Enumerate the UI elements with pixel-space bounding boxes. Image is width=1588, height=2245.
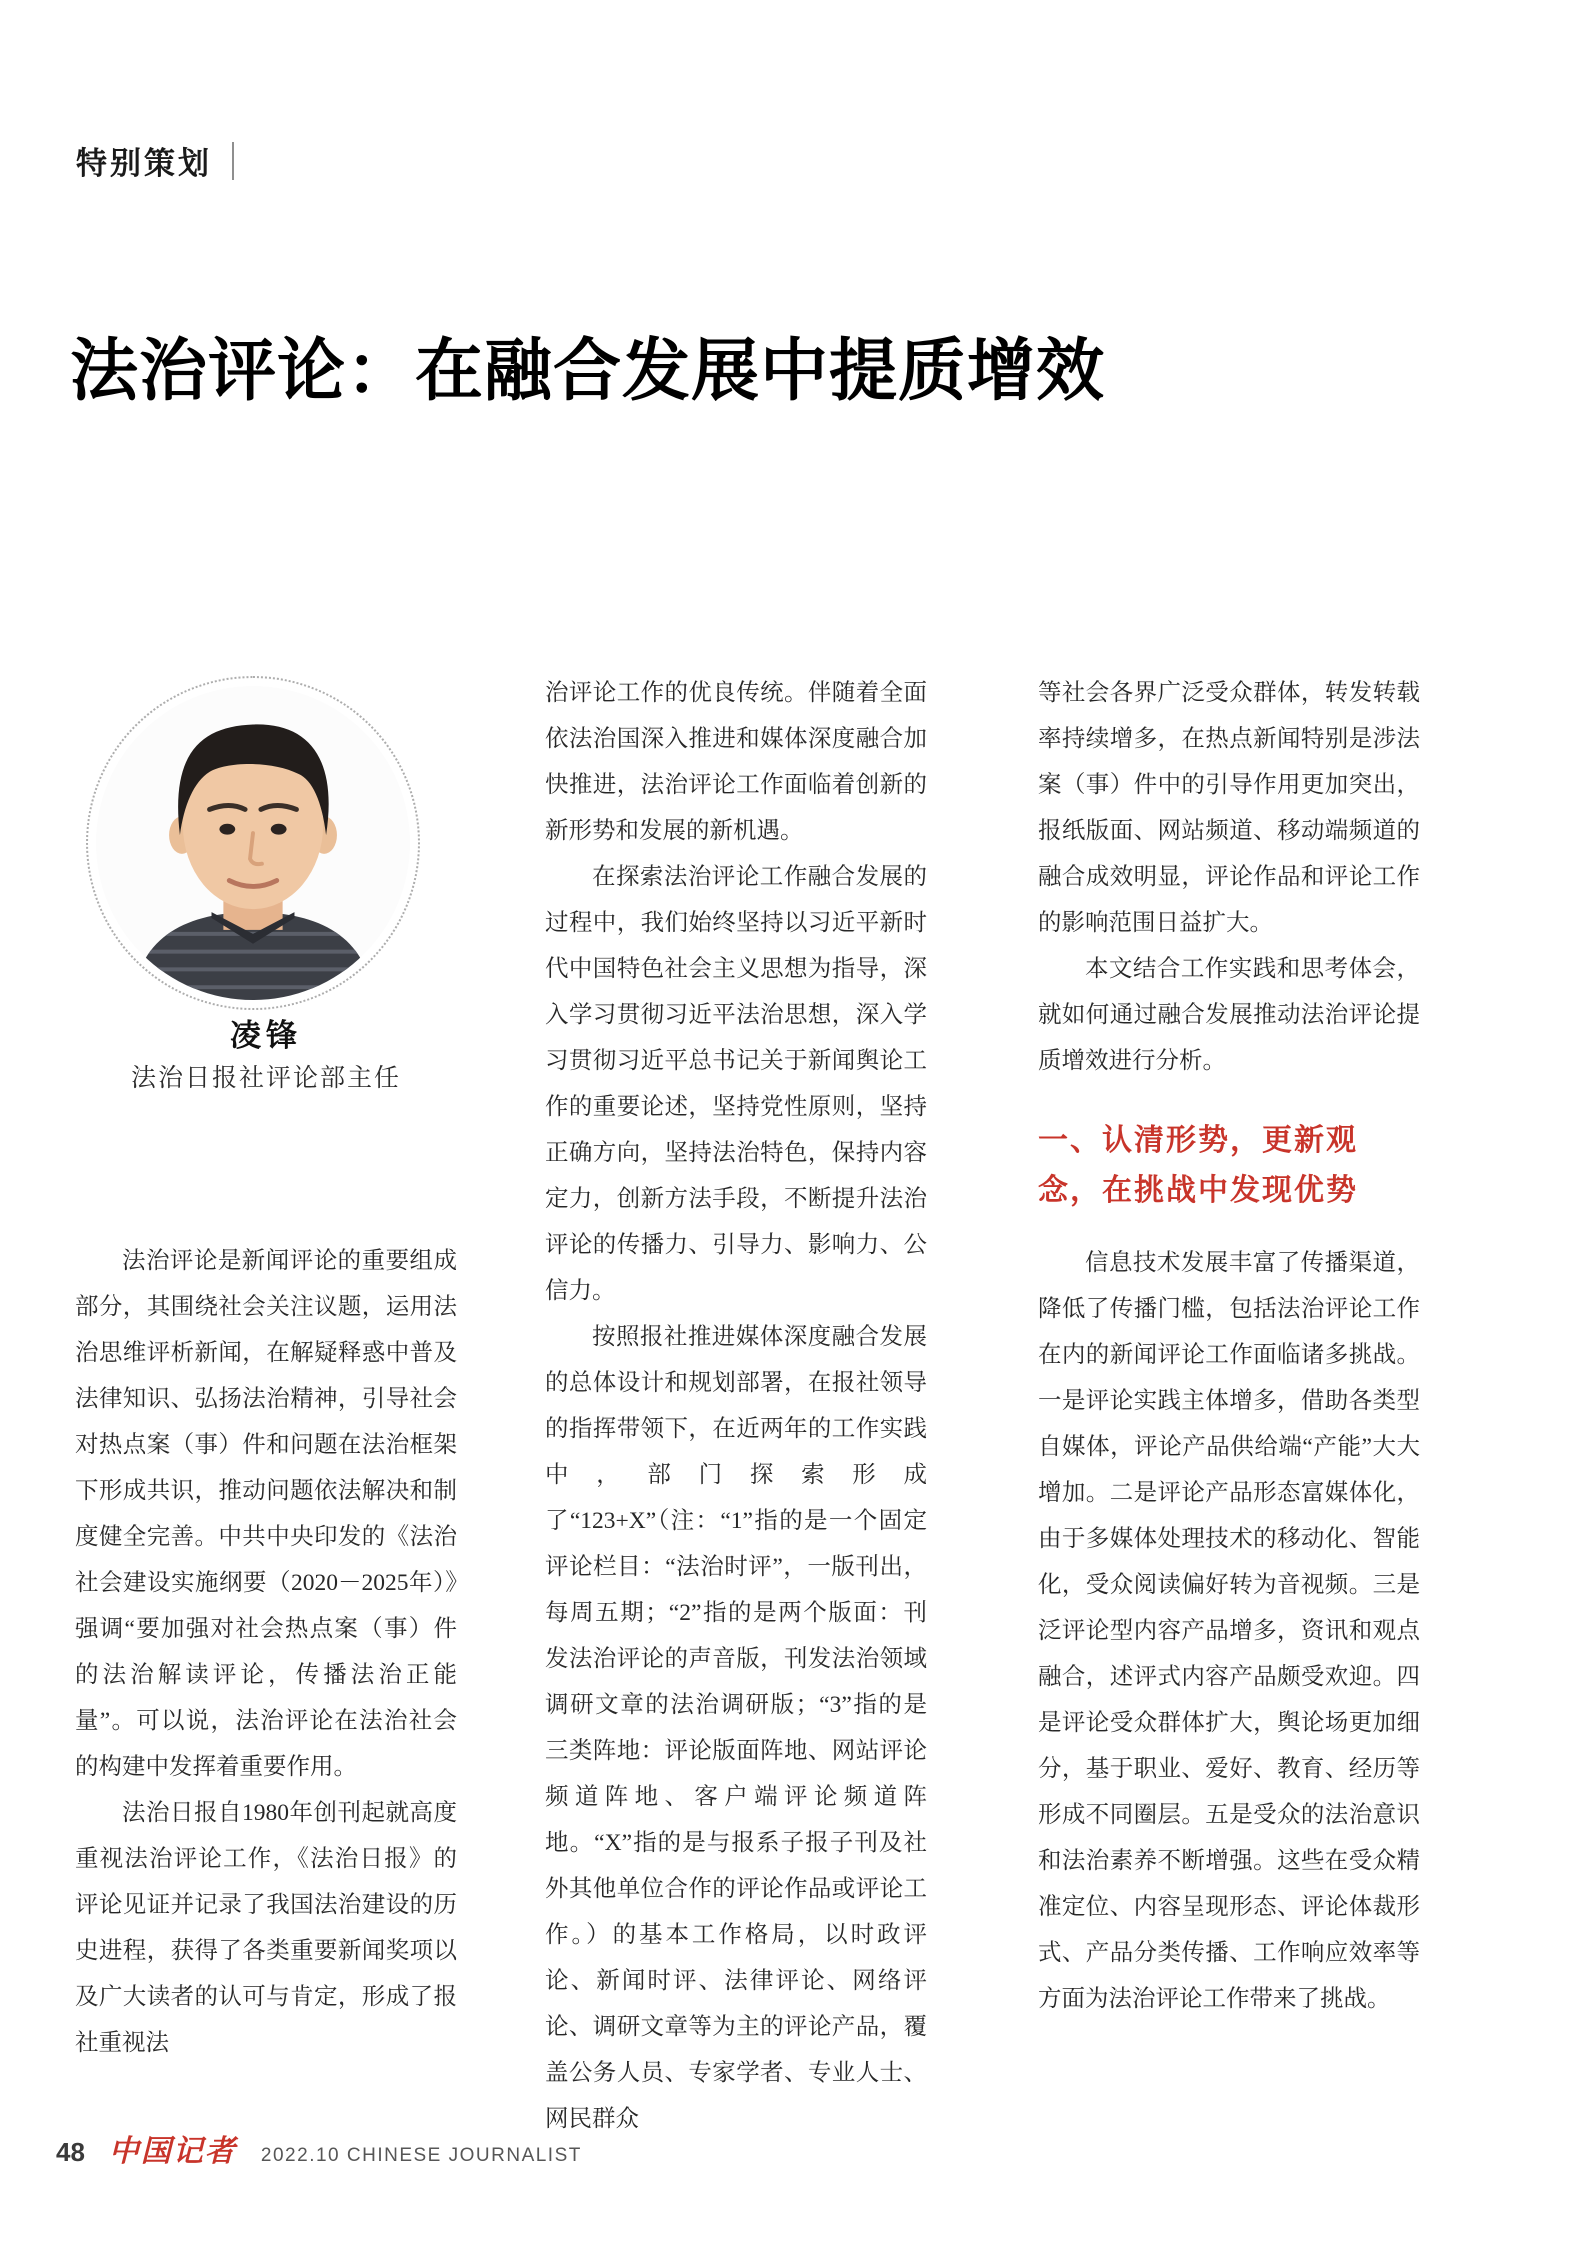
page-number: 48 xyxy=(56,2137,85,2167)
text-column-2 xyxy=(545,670,927,2142)
section-label xyxy=(76,138,234,183)
paragraph: 信息技术发展丰富了传播渠道，降低了传播门槛，包括法治评论工作在内的新闻评论工作面临诸多挑战。一是评论实践主体增多，借助各类型自媒体，评论产品供给端“产能”大大增加。二是评论产品形态富媒体化，由于多媒体处理技术的移动化、智能化，受众阅读偏好转为音视频。三是泛评论型内容产品增多，资讯和观点融合，述评式内容产品颇受欢迎。四是评论受众群体扩大，舆论场更加细分，基于职业、爱好、教育、经历等形成不同圈层。五是受众的法治意识和法治素养不断增强。这些在受众精准定位、内容呈现形态、评论体裁形式、产品分类传播、工作响应效率等方面为法治评论工作带来了挑战。 xyxy=(1038,1250,1420,2012)
paragraph: 等社会各界广泛受众群体，转发转载率持续增多，在热点新闻特别是涉法案（事）件中的引导作用更加突出，报纸版面、网站频道、移动端频道的融合成效明显，评论作品和评论工作的影响范围日益扩大。 xyxy=(1038,680,1420,936)
section-label-divider xyxy=(232,142,234,180)
page-footer xyxy=(56,2126,582,2170)
paragraph: 治评论工作的优良传统。伴随着全面依法治国深入推进和媒体深度融合加快推进，法治评论工作面临着创新的新形势和发展的新机遇。 xyxy=(545,680,927,844)
section-heading-1: 一、认清形势，更新观念，在挑战中发现优势 xyxy=(1038,1124,1358,1207)
author-photo xyxy=(95,685,411,1001)
section-label-text: 特别策划 xyxy=(76,146,212,181)
text-column-3 xyxy=(1038,670,1420,2022)
issue-info: 2022.10 CHINESE JOURNALIST xyxy=(260,2145,582,2166)
paragraph: 法治评论是新闻评论的重要组成部分，其围绕社会关注议题，运用法治思维评析新闻，在解疑释惑中普及法律知识、弘扬法治精神，引导社会对热点案（事）件和问题在法治框架下形成共识，推动问题依法解决和制度健全完善。中共中央印发的《法治社会建设实施纲要（2020－2025年）》强调“要加强对社会热点案（事）件的法治解读评论，传播法治正能量”。可以说，法治评论在法治社会的构建中发挥着重要作用。 xyxy=(75,1248,457,1780)
author-title: 法治日报社评论部主任 xyxy=(130,1064,401,1092)
paragraph: 本文结合工作实践和思考体会，就如何通过融合发展推动法治评论提质增效进行分析。 xyxy=(1038,956,1420,1074)
page-title: 法治评论：在融合发展中提质增效 xyxy=(70,332,1106,409)
paragraph: 按照报社推进媒体深度融合发展的总体设计和规划部署，在报社领导的指挥带领下，在近两年的工作实践中，部门探索形成了“123+X”（注：“1”指的是一个固定评论栏目：“法治时评”，一版刊出，每周五期；“2”指的是两个版面：刊发法治评论的声音版，刊发法治领域调研文章的法治调研版；“3”指的是三类阵地：评论版面阵地、网站评论频道阵地、客户端评论频道阵地。“X”指的是与报系子报子刊及社外其他单位合作的评论作品或评论工作。）的基本工作格局，以时政评论、新闻时评、法律评论、网络评论、调研文章等为主的评论产品，覆盖公务人员、专家学者、专业人士、网民群众 xyxy=(545,1324,927,2132)
text-column-1 xyxy=(75,1238,457,2066)
author-photo-frame xyxy=(86,676,420,1010)
paragraph: 在探索法治评论工作融合发展的过程中，我们始终坚持以习近平新时代中国特色社会主义思想为指导，深入学习贯彻习近平法治思想，深入学习贯彻习近平总书记关于新闻舆论工作的重要论述，坚持党性原则，坚持正确方向，坚持法治特色，保持内容定力，创新方法手段，不断提升法治评论的传播力、引导力、影响力、公信力。 xyxy=(545,864,927,1304)
magazine-logo: 中国记者 xyxy=(108,2135,237,2168)
paragraph: 法治日报自1980年创刊起就高度重视法治评论工作，《法治日报》的评论见证并记录了我国法治建设的历史进程，获得了各类重要新闻奖项以及广大读者的认可与肯定，形成了报社重视法 xyxy=(75,1800,457,2056)
author-name: 凌锋 xyxy=(230,1018,302,1053)
